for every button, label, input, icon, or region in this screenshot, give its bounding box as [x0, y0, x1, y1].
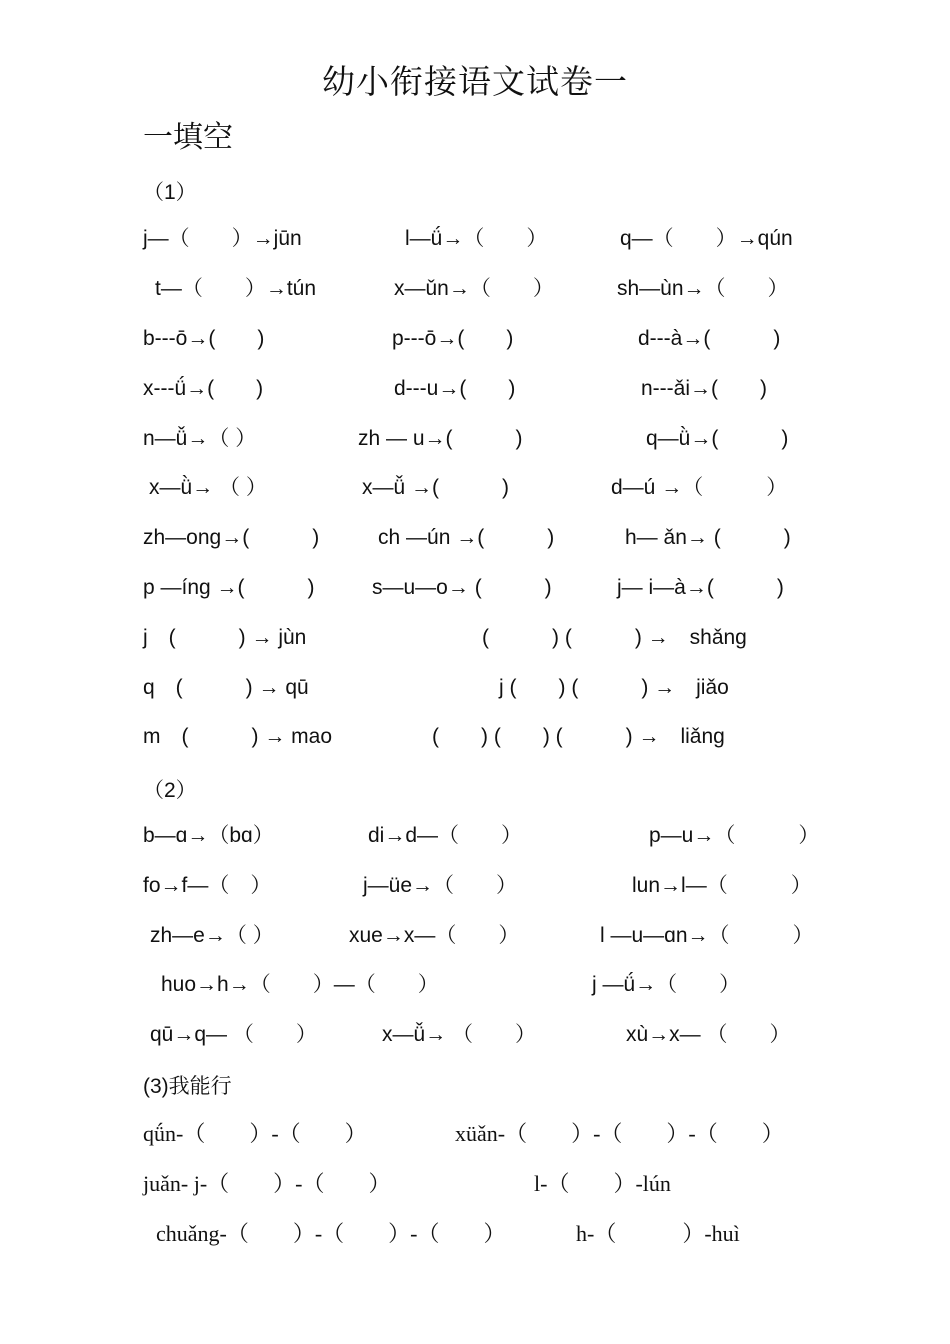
exercise-item: fo→f—（ ） — [143, 874, 272, 897]
exercise-item: b—ɑ→（bɑ） — [143, 824, 274, 847]
exercise-row — [0, 274, 950, 304]
exercise-row — [0, 921, 950, 951]
exercise-item: p---ō→( ) — [392, 327, 514, 350]
exercise-item: x—ǚ →( ) — [362, 476, 509, 499]
exercise-item: n---ǎi→( ) — [641, 377, 767, 400]
exercise-row — [0, 1169, 950, 1199]
exercise-row — [0, 424, 950, 454]
exercise-row — [0, 324, 950, 354]
exercise-item: j— i—à→( ) — [617, 576, 784, 599]
exercise-item: t—（ ）→tún — [155, 277, 317, 300]
exercise-row — [0, 1020, 950, 1050]
exercise-item: p—u→（ ） — [649, 824, 820, 847]
exercise-row — [0, 673, 950, 703]
exercise-item: l —u—ɑn→（ ） — [600, 924, 814, 947]
exercise-item: xüǎn-（ ）-（ ）-（ ） — [455, 1121, 784, 1146]
exercise-item: x—ǜ→ （ ） — [149, 476, 267, 499]
exercise-item: qǘn-（ ）-（ ） — [143, 1121, 367, 1146]
exercise-item: ( ) ( ) ( ) → liǎng — [432, 725, 725, 748]
section1-label: （1） — [143, 181, 197, 204]
exercise-row — [0, 523, 950, 553]
exercise-item: zh—e→（ ） — [150, 924, 274, 947]
exercise-row — [0, 1219, 950, 1249]
exercise-item: m ( ) → mao — [143, 725, 332, 748]
exercise-item: b---ō→( ) — [143, 327, 265, 350]
exercise-row — [0, 821, 950, 851]
exercise-item: x—ǔn→（ ） — [394, 277, 554, 300]
exercise-item: l—ǘ→（ ） — [405, 227, 548, 250]
section2-label: （2） — [143, 779, 197, 802]
exercise-item: d---u→( ) — [394, 377, 516, 400]
exercise-item: qū→q— （ ） — [150, 1023, 317, 1046]
exercise-item: j ( ) ( ) → jiǎo — [499, 676, 729, 699]
exercise-item: lun→l—（ ） — [632, 874, 812, 897]
exercise-row — [0, 473, 950, 503]
exercise-item: s—u—o→ ( ) — [372, 576, 552, 599]
exercise-item: x---ǘ→( ) — [143, 377, 264, 400]
exercise-item: q ( ) → qū — [143, 676, 309, 699]
exercise-item: di→d—（ ） — [368, 824, 523, 847]
exercise-item: x—ǚ→ （ ） — [382, 1023, 537, 1046]
exercise-item: xù→x— （ ） — [626, 1023, 791, 1046]
exercise-item: huo→h→（ ）—（ ） — [161, 973, 439, 996]
exercise-row — [0, 970, 950, 1000]
exercise-row — [0, 224, 950, 254]
exercise-item: h— ǎn→ ( ) — [625, 526, 791, 549]
exercise-item: h-（ ）-huì — [576, 1221, 740, 1246]
exercise-row — [0, 374, 950, 404]
page-title: 幼小衔接语文试卷一 — [322, 62, 628, 101]
section3-label: (3)我能行 — [143, 1075, 232, 1098]
exercise-item: sh—ùn→（ ） — [617, 277, 789, 300]
exercise-row — [0, 573, 950, 603]
exercise-item: j ( ) → jùn — [143, 626, 307, 649]
exercise-item: xue→x—（ ） — [349, 924, 520, 947]
exercise-item: j —ǘ→（ ） — [592, 973, 741, 996]
exercise-item: zh—ong→( ) — [143, 526, 320, 549]
exercise-item: chuǎng-（ ）-（ ）-（ ） — [156, 1221, 506, 1246]
exercise-row — [0, 871, 950, 901]
exercise-item: ( ) ( ) → shǎng — [482, 626, 747, 649]
exercise-row — [0, 1119, 950, 1149]
exercise-item: ch —ún →( ) — [378, 526, 555, 549]
exercise-item: q—（ ）→qún — [620, 227, 793, 250]
exercise-item: juǎn- j-（ ）-（ ） — [143, 1171, 391, 1196]
exercise-item: d---à→( ) — [638, 327, 781, 350]
exercise-item: n—ǚ→（ ） — [143, 427, 257, 450]
exercise-row — [0, 722, 950, 752]
section-heading: 一填空 — [143, 120, 233, 155]
exercise-item: j—üe→（ ） — [363, 874, 518, 897]
exercise-item: j—（ ）→jūn — [143, 227, 302, 250]
exercise-item: q—ǜ→( ) — [646, 427, 789, 450]
exercise-item: zh — u→( ) — [358, 427, 523, 450]
exercise-item: p —íng →( ) — [143, 576, 315, 599]
exercise-item: l-（ ）-lún — [534, 1171, 671, 1196]
exercise-row — [0, 623, 950, 653]
exercise-item: d—ú →（ ） — [611, 476, 788, 499]
